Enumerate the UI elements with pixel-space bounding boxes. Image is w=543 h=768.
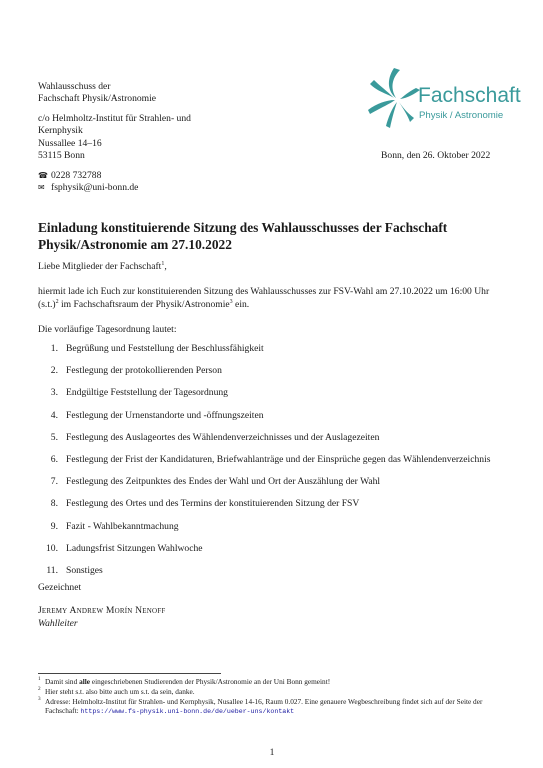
agenda-item: [38, 476, 508, 488]
logo-petal: [368, 100, 395, 114]
footnote-mark: 1: [38, 676, 41, 682]
body-text-part: im Fachschaftsraum der Physik/Astronomie: [58, 298, 230, 310]
sender-line: Wahlausschuss der: [38, 81, 111, 92]
agenda-text: Festlegung der Urnenstandorte und -öffnungszeiten: [66, 409, 264, 421]
sender-line: Kernphysik: [38, 125, 83, 137]
page-number: 1: [269, 747, 275, 758]
agenda-text: Festlegung des Auslageortes des Wählendenverzeichnisses und der Auslagezeiten: [66, 431, 380, 443]
agenda-text: Festlegung des Zeitpunktes des Endes der Wahl und Ort der Auszählung der Wahl: [66, 476, 381, 488]
email-line: [38, 182, 138, 194]
agenda-text: Fazit - Wahlbekanntmachung: [66, 520, 179, 532]
footnotes: [38, 677, 508, 717]
agenda-text: Festlegung des Ortes und des Termins der konstituierenden Sitzung der FSV: [66, 498, 360, 510]
footnote-mark: 3: [38, 695, 41, 702]
footnote-text: Adresse: Helmholtz-Institut für Strahlen- und Kernphysik, Nusallee 14-16, Raum 0.027. Eine genauere Wegbeschreibung findet sich auf der Seite der Fachschaft:: [45, 696, 483, 716]
footnote-text: Hier steht s.t. also bitte auch um s.t. da sein, danke.: [45, 686, 195, 696]
agenda-text: Festlegung der Frist der Kandidaturen, Briefwahlanträge und der Einsprüche gegen das Wählendenverzeichnis: [66, 454, 491, 466]
logo-subtitle: Physik / Astronomie: [419, 110, 504, 121]
footnote-2: [38, 687, 508, 697]
signatory-role: Wahlleiter: [38, 618, 78, 629]
contact-page-link[interactable]: https://www.fs-physik.uni-bonn.de/de/ueber-uns/kontakt: [80, 708, 295, 716]
agenda-intro: Die vorläufige Tagesordnung lautet:: [38, 324, 177, 335]
sender-line: c/o Helmholtz-Institut für Strahlen- und: [38, 112, 191, 124]
sender-line: Fachschaft Physik/Astronomie: [38, 93, 157, 105]
agenda-number: 9.: [50, 520, 58, 532]
footnote-divider: [38, 673, 221, 674]
agenda-item: [38, 432, 508, 444]
footnote-ref-3[interactable]: 3: [229, 298, 233, 305]
signed-label: Gezeichnet: [38, 582, 82, 593]
agenda-list: [38, 343, 508, 587]
footnote-mark: 2: [38, 685, 41, 692]
agenda-number: 4.: [50, 409, 58, 421]
agenda-item: [38, 343, 508, 355]
footnote-ref-2[interactable]: 2: [55, 298, 59, 305]
agenda-number: 6.: [50, 454, 58, 466]
agenda-text: Endgültige Feststellung der Tagesordnung: [66, 387, 228, 399]
greeting-comma: ,: [164, 261, 167, 272]
logo-petal: [399, 102, 414, 122]
sender-line: Nussallee 14–16: [38, 137, 102, 149]
letter-date: Bonn, den 26. Oktober 2022: [381, 150, 491, 161]
agenda-item: [38, 454, 508, 466]
contact-info: [38, 170, 138, 195]
agenda-text: Sonstiges: [66, 565, 103, 577]
phone-line: [38, 170, 138, 182]
footnote-emphasis: alle: [79, 677, 91, 686]
agenda-item: [38, 410, 508, 422]
agenda-number: 5.: [50, 431, 58, 443]
agenda-text: Festlegung der protokollierenden Person: [66, 365, 222, 377]
sender-address: [38, 81, 191, 162]
greeting-text: Liebe Mitglieder der Fachschaft: [38, 261, 162, 272]
agenda-number: 11.: [46, 565, 58, 577]
body-text-part: hiermit lade ich Euch zur konstituierenden Sitzung des Wahlausschusses zur FSV-Wahl am 27.10.2022 um 16:00 Uhr (s.t.): [38, 286, 490, 310]
letter-subject: Einladung konstituierende Sitzung des Wahlausschusses der Fachschaft Physik/Astronomie am 27.10.2022: [38, 220, 448, 252]
agenda-number: 2.: [50, 365, 58, 377]
footnote-text: Damit sind: [45, 677, 80, 686]
invitation-paragraph: [38, 286, 506, 311]
agenda-number: 3.: [50, 387, 58, 399]
footnote-ref-1[interactable]: 1: [161, 260, 165, 267]
agenda-item: [38, 365, 508, 377]
logo-petal: [386, 102, 397, 128]
footnote-1: [38, 677, 508, 687]
agenda-item: [38, 498, 508, 510]
logo-title: Fachschaft: [418, 84, 521, 107]
logo-petal: [400, 88, 420, 99]
signatory-name: Jeremy Andrew Morín Nenoff: [38, 605, 166, 616]
agenda-number: 10.: [46, 542, 58, 554]
agenda-item: [38, 565, 508, 577]
footnote-3: [38, 697, 508, 718]
agenda-item: [38, 543, 508, 555]
sender-line: 53115 Bonn: [38, 150, 85, 162]
agenda-item: [38, 387, 508, 399]
agenda-text: Begrüßung und Feststellung der Beschlussfähigkeit: [66, 343, 264, 354]
footnote-text: eingeschriebenen Studierenden der Physik/Astronomie an der Uni Bonn gemeint!: [90, 677, 331, 686]
agenda-text: Ladungsfrist Sitzungen Wahlwoche: [66, 542, 203, 554]
phone-number: 0228 732788: [51, 170, 102, 181]
email-address[interactable]: fsphysik@uni-bonn.de: [51, 182, 139, 194]
envelope-icon: ✉: [38, 183, 45, 193]
agenda-number: 8.: [50, 498, 58, 510]
agenda-number: 7.: [50, 476, 58, 488]
agenda-number: 1.: [50, 343, 58, 354]
agenda-item: [38, 521, 508, 533]
logo-petal: [389, 68, 400, 98]
phone-icon: ☎: [38, 171, 48, 180]
greeting: [38, 261, 167, 272]
body-text-part: ein.: [232, 298, 250, 310]
